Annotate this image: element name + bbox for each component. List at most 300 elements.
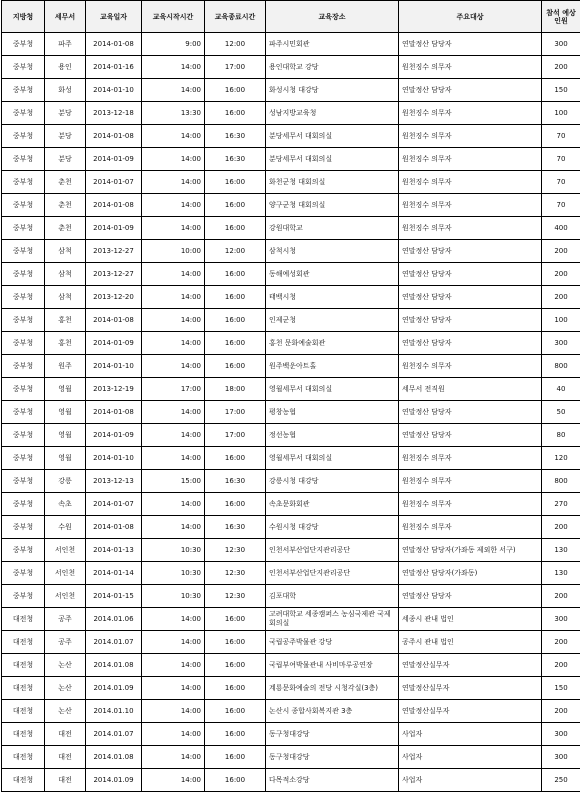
cell-start-time: 14:00 [142,56,205,79]
cell-region: 중부청 [2,355,45,378]
cell-date: 2014.01.07 [86,631,142,654]
cell-target: 연말정산 담당자 [399,240,542,263]
cell-office: 논산 [45,654,86,677]
cell-region: 대전청 [2,654,45,677]
cell-start-time: 10:30 [142,539,205,562]
cell-start-time: 14:00 [142,631,205,654]
cell-date: 2014-01-08 [86,125,142,148]
cell-region: 중부청 [2,332,45,355]
table-row [2,79,580,102]
cell-start-time: 14:00 [142,447,205,470]
cell-start-time: 14:00 [142,263,205,286]
cell-region: 중부청 [2,493,45,516]
cell-office: 논산 [45,677,86,700]
cell-start-time: 14:00 [142,493,205,516]
cell-expected-count: 300 [542,723,580,746]
cell-expected-count: 300 [542,33,580,56]
cell-office: 춘천 [45,217,86,240]
cell-date: 2013-12-27 [86,240,142,263]
cell-end-time: 12:30 [205,585,266,608]
cell-start-time: 14:00 [142,286,205,309]
table-body [2,33,580,792]
cell-target: 원천징수 의무자 [399,217,542,240]
cell-region: 중부청 [2,470,45,493]
cell-date: 2014-01-13 [86,539,142,562]
cell-expected-count: 150 [542,677,580,700]
cell-end-time: 16:00 [205,493,266,516]
cell-expected-count: 200 [542,654,580,677]
cell-date: 2013-12-27 [86,263,142,286]
cell-start-time: 14:00 [142,723,205,746]
cell-place: 강릉시청 대강당 [266,470,399,493]
cell-end-time: 16:00 [205,309,266,332]
header-end-time: 교육종료시간 [205,1,266,33]
header-date: 교육일자 [86,1,142,33]
cell-date: 2014-01-08 [86,194,142,217]
table-row [2,194,580,217]
cell-date: 2014-01-07 [86,171,142,194]
table-row [2,263,580,286]
header-row [2,1,580,33]
cell-date: 2014.01.09 [86,677,142,700]
cell-end-time: 18:00 [205,378,266,401]
cell-end-time: 16:00 [205,355,266,378]
cell-office: 홍천 [45,332,86,355]
cell-target: 원천징수 의무자 [399,447,542,470]
cell-date: 2014.01.07 [86,723,142,746]
cell-target: 연말정산실무자 [399,654,542,677]
cell-region: 중부청 [2,516,45,539]
cell-expected-count: 300 [542,746,580,769]
header-region: 지방청 [2,1,45,33]
cell-place: 국립공주박물관 강당 [266,631,399,654]
cell-expected-count: 70 [542,148,580,171]
table-row [2,700,580,723]
cell-place: 동구청대강당 [266,746,399,769]
cell-office: 삼척 [45,263,86,286]
cell-date: 2014-01-14 [86,562,142,585]
cell-date: 2014-01-10 [86,355,142,378]
cell-end-time: 16:00 [205,79,266,102]
cell-start-time: 14:00 [142,194,205,217]
cell-end-time: 17:00 [205,424,266,447]
table-row [2,654,580,677]
table-row [2,56,580,79]
cell-expected-count: 80 [542,424,580,447]
table-row [2,447,580,470]
cell-region: 중부청 [2,217,45,240]
cell-expected-count: 100 [542,102,580,125]
cell-target: 원천징수 의무자 [399,102,542,125]
table-row [2,631,580,654]
cell-expected-count: 70 [542,171,580,194]
cell-end-time: 16:00 [205,677,266,700]
cell-date: 2014-01-16 [86,56,142,79]
education-schedule-table [1,0,580,792]
cell-start-time: 14:00 [142,309,205,332]
table-row [2,102,580,125]
table-row [2,355,580,378]
cell-region: 중부청 [2,424,45,447]
cell-date: 2014-01-09 [86,148,142,171]
cell-office: 대전 [45,746,86,769]
table-row [2,516,580,539]
table-row [2,539,580,562]
cell-date: 2014-01-09 [86,332,142,355]
cell-end-time: 16:00 [205,608,266,631]
cell-end-time: 16:00 [205,700,266,723]
cell-end-time: 16:00 [205,102,266,125]
cell-end-time: 16:00 [205,263,266,286]
cell-expected-count: 120 [542,447,580,470]
table-row [2,286,580,309]
cell-target: 공주시 관내 법인 [399,631,542,654]
cell-office: 원주 [45,355,86,378]
cell-office: 대전 [45,769,86,792]
cell-target: 연말정산 담당자(가좌동 제외한 서구) [399,539,542,562]
cell-end-time: 16:00 [205,447,266,470]
cell-region: 중부청 [2,263,45,286]
cell-target: 연말정산 담당자 [399,309,542,332]
cell-office: 파주 [45,33,86,56]
cell-office: 논산 [45,700,86,723]
cell-office: 속초 [45,493,86,516]
cell-expected-count: 130 [542,539,580,562]
cell-end-time: 16:00 [205,286,266,309]
cell-start-time: 10:30 [142,562,205,585]
cell-target: 원천징수 의무자 [399,516,542,539]
cell-place: 성남지방교육청 [266,102,399,125]
cell-place: 삼척시청 [266,240,399,263]
table-row [2,723,580,746]
cell-place: 태백시청 [266,286,399,309]
cell-place: 영월세무서 대회의실 [266,378,399,401]
cell-target: 원천징수 의무자 [399,493,542,516]
cell-end-time: 16:00 [205,654,266,677]
cell-place: 용인대학교 강당 [266,56,399,79]
cell-office: 서인천 [45,585,86,608]
table-row [2,401,580,424]
table-row [2,470,580,493]
cell-place: 인천서부산업단지관리공단 [266,539,399,562]
cell-end-time: 16:00 [205,194,266,217]
cell-start-time: 17:00 [142,378,205,401]
cell-start-time: 10:30 [142,585,205,608]
cell-target: 연말정산실무자 [399,677,542,700]
header-place: 교육장소 [266,1,399,33]
cell-office: 화성 [45,79,86,102]
cell-start-time: 14:00 [142,79,205,102]
cell-start-time: 14:00 [142,148,205,171]
cell-expected-count: 40 [542,378,580,401]
cell-expected-count: 150 [542,79,580,102]
cell-start-time: 14:00 [142,332,205,355]
cell-date: 2013-12-18 [86,102,142,125]
cell-expected-count: 200 [542,56,580,79]
cell-date: 2014-01-07 [86,493,142,516]
cell-date: 2014-01-08 [86,516,142,539]
table-row [2,171,580,194]
cell-start-time: 14:00 [142,424,205,447]
table-row [2,33,580,56]
cell-region: 중부청 [2,401,45,424]
cell-place: 다목적소강당 [266,769,399,792]
cell-place: 평창농협 [266,401,399,424]
cell-place: 파주시민회관 [266,33,399,56]
cell-place: 고려대학교 세종캠퍼스 농심국제관 국제회의실 [266,608,399,631]
cell-region: 중부청 [2,171,45,194]
cell-expected-count: 300 [542,332,580,355]
cell-target: 연말정산실무자 [399,700,542,723]
cell-target: 연말정산 담당자 [399,424,542,447]
cell-date: 2014-01-10 [86,447,142,470]
cell-target: 사업자 [399,746,542,769]
cell-expected-count: 200 [542,240,580,263]
cell-target: 연말정산 담당자 [399,79,542,102]
table-row [2,148,580,171]
cell-target: 원천징수 의무자 [399,470,542,493]
cell-start-time: 14:00 [142,125,205,148]
cell-date: 2014-01-08 [86,309,142,332]
cell-region: 대전청 [2,769,45,792]
cell-region: 대전청 [2,677,45,700]
table-row [2,585,580,608]
cell-target: 연말정산 담당자 [399,401,542,424]
table-row [2,125,580,148]
cell-end-time: 12:30 [205,539,266,562]
cell-start-time: 9:00 [142,33,205,56]
cell-region: 대전청 [2,631,45,654]
cell-place: 논산시 종합사회복지관 3층 [266,700,399,723]
cell-target: 원천징수 의무자 [399,355,542,378]
table-row [2,240,580,263]
cell-expected-count: 400 [542,217,580,240]
cell-region: 중부청 [2,286,45,309]
cell-date: 2014-01-08 [86,33,142,56]
cell-start-time: 14:00 [142,401,205,424]
cell-office: 강릉 [45,470,86,493]
cell-expected-count: 130 [542,562,580,585]
cell-place: 분당세무서 대회의실 [266,125,399,148]
cell-end-time: 16:00 [205,171,266,194]
cell-place: 인제군청 [266,309,399,332]
cell-start-time: 14:00 [142,516,205,539]
cell-start-time: 14:00 [142,217,205,240]
cell-date: 2014-01-09 [86,424,142,447]
table-row [2,378,580,401]
table-row [2,332,580,355]
cell-end-time: 16:00 [205,746,266,769]
cell-date: 2014-01-15 [86,585,142,608]
table-row [2,746,580,769]
cell-end-time: 16:00 [205,332,266,355]
cell-region: 중부청 [2,102,45,125]
cell-region: 대전청 [2,608,45,631]
cell-target: 연말정산 담당자 [399,332,542,355]
cell-start-time: 14:00 [142,171,205,194]
cell-office: 공주 [45,608,86,631]
cell-office: 공주 [45,631,86,654]
cell-region: 대전청 [2,746,45,769]
cell-date: 2014.01.08 [86,746,142,769]
table-row [2,677,580,700]
cell-end-time: 12:00 [205,240,266,263]
header-start-time: 교육시작시간 [142,1,205,33]
table-row [2,608,580,631]
cell-end-time: 16:30 [205,148,266,171]
cell-place: 강원대학교 [266,217,399,240]
cell-place: 수원시청 대강당 [266,516,399,539]
cell-expected-count: 70 [542,194,580,217]
cell-date: 2014.01.09 [86,769,142,792]
cell-region: 대전청 [2,700,45,723]
cell-place: 김포대학 [266,585,399,608]
cell-date: 2014.01.08 [86,654,142,677]
cell-date: 2014.01.10 [86,700,142,723]
cell-office: 삼척 [45,240,86,263]
cell-end-time: 16:00 [205,723,266,746]
cell-target: 사업자 [399,723,542,746]
cell-expected-count: 270 [542,493,580,516]
table-row [2,769,580,792]
cell-date: 2014-01-10 [86,79,142,102]
cell-place: 화성시청 대강당 [266,79,399,102]
cell-start-time: 14:00 [142,355,205,378]
cell-expected-count: 800 [542,470,580,493]
cell-end-time: 12:30 [205,562,266,585]
cell-expected-count: 200 [542,585,580,608]
cell-region: 중부청 [2,33,45,56]
cell-office: 수원 [45,516,86,539]
cell-target: 세무서 전직원 [399,378,542,401]
cell-start-time: 10:00 [142,240,205,263]
table-row [2,217,580,240]
cell-office: 영월 [45,447,86,470]
cell-date: 2014.01.06 [86,608,142,631]
cell-region: 중부청 [2,585,45,608]
cell-place: 인천서부산업단지관리공단 [266,562,399,585]
cell-end-time: 16:30 [205,470,266,493]
cell-expected-count: 100 [542,309,580,332]
cell-place: 홍천 문화예술회관 [266,332,399,355]
cell-region: 중부청 [2,79,45,102]
cell-office: 서인천 [45,539,86,562]
cell-region: 중부청 [2,240,45,263]
cell-start-time: 14:00 [142,769,205,792]
cell-office: 홍천 [45,309,86,332]
cell-target: 연말정산 담당자 [399,263,542,286]
cell-target: 연말정산 담당자 [399,286,542,309]
cell-office: 분당 [45,102,86,125]
cell-region: 중부청 [2,125,45,148]
cell-target: 원천징수 의무자 [399,56,542,79]
cell-place: 영월세무서 대회의실 [266,447,399,470]
cell-office: 영월 [45,401,86,424]
cell-place: 국립부여박물관내 사비마루공연장 [266,654,399,677]
cell-office: 용인 [45,56,86,79]
cell-target: 연말정산 담당자 [399,33,542,56]
cell-end-time: 16:00 [205,217,266,240]
cell-place: 동해예성회관 [266,263,399,286]
cell-end-time: 16:00 [205,769,266,792]
cell-target: 원천징수 의무자 [399,148,542,171]
cell-target: 연말정산 담당자(가좌동) [399,562,542,585]
cell-target: 연말정산 담당자 [399,585,542,608]
cell-expected-count: 200 [542,700,580,723]
cell-region: 중부청 [2,539,45,562]
table-row [2,562,580,585]
cell-end-time: 17:00 [205,401,266,424]
cell-start-time: 14:00 [142,608,205,631]
cell-date: 2013-12-20 [86,286,142,309]
cell-date: 2014-01-08 [86,401,142,424]
cell-end-time: 12:00 [205,33,266,56]
cell-target: 사업자 [399,769,542,792]
cell-end-time: 16:30 [205,516,266,539]
header-expected-count: 참석 예상인원 [542,1,580,33]
cell-office: 분당 [45,125,86,148]
cell-place: 동구청대강당 [266,723,399,746]
cell-place: 속초문화회관 [266,493,399,516]
header-office: 세무서 [45,1,86,33]
cell-region: 중부청 [2,194,45,217]
cell-office: 춘천 [45,194,86,217]
cell-place: 원주백운아트홀 [266,355,399,378]
table-row [2,309,580,332]
cell-office: 영월 [45,378,86,401]
cell-expected-count: 200 [542,516,580,539]
cell-start-time: 13:30 [142,102,205,125]
cell-region: 중부청 [2,309,45,332]
cell-start-time: 14:00 [142,677,205,700]
cell-place: 분당세무서 대회의실 [266,148,399,171]
cell-target: 원천징수 의무자 [399,125,542,148]
cell-expected-count: 50 [542,401,580,424]
cell-target: 세종시 관내 법인 [399,608,542,631]
table-row [2,493,580,516]
cell-expected-count: 70 [542,125,580,148]
cell-office: 분당 [45,148,86,171]
cell-end-time: 17:00 [205,56,266,79]
cell-start-time: 15:00 [142,470,205,493]
cell-office: 대전 [45,723,86,746]
cell-end-time: 16:00 [205,631,266,654]
cell-expected-count: 800 [542,355,580,378]
cell-target: 원천징수 의무자 [399,171,542,194]
cell-office: 삼척 [45,286,86,309]
cell-target: 원천징수 의무자 [399,194,542,217]
table-row [2,424,580,447]
cell-date: 2014-01-09 [86,217,142,240]
cell-region: 중부청 [2,148,45,171]
cell-region: 대전청 [2,723,45,746]
cell-office: 영월 [45,424,86,447]
header-target: 주요대상 [399,1,542,33]
cell-region: 중부청 [2,447,45,470]
cell-expected-count: 200 [542,631,580,654]
cell-place: 정선농협 [266,424,399,447]
cell-region: 중부청 [2,562,45,585]
cell-place: 화천군청 대회의실 [266,171,399,194]
cell-place: 양구군청 대회의실 [266,194,399,217]
cell-date: 2013-12-13 [86,470,142,493]
cell-end-time: 16:30 [205,125,266,148]
cell-start-time: 14:00 [142,654,205,677]
cell-expected-count: 300 [542,608,580,631]
cell-expected-count: 200 [542,286,580,309]
cell-date: 2013-12-19 [86,378,142,401]
cell-region: 중부청 [2,56,45,79]
